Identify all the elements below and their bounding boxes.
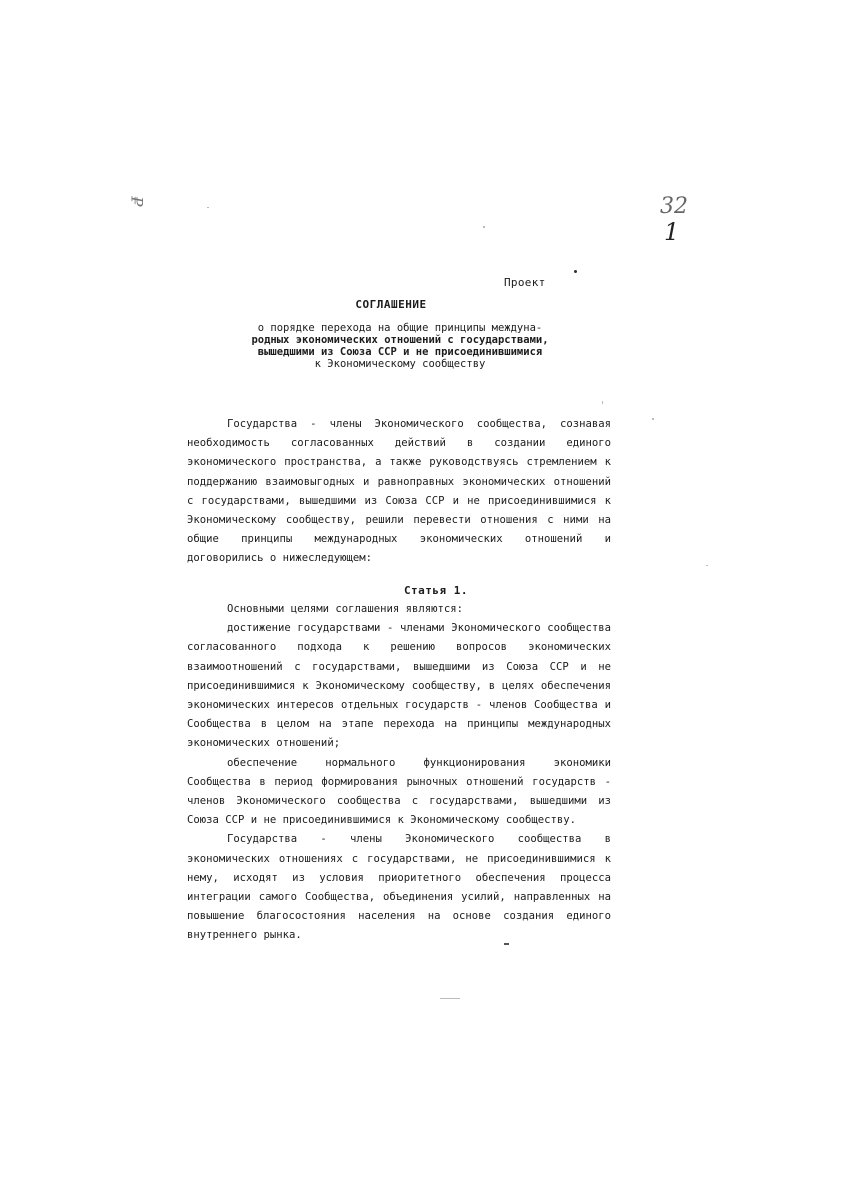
scan-speck (440, 998, 460, 999)
margin-note-page: 1 (664, 218, 680, 246)
scan-speck (652, 418, 654, 420)
article-heading: Статья 1. (403, 584, 469, 597)
scan-speck (483, 226, 485, 228)
article-paragraph: Государства - члены Экономического сообщества в экономических отношениях с государствами, не присоединившимися к нему, исходят из условия приоритетного обеспечения процесса интеграции самого Сообщества, объединения усилий, направленных на повышение благосостояния населения на основе создания единого внутреннего рынка. (187, 833, 611, 942)
document-subtitle (200, 322, 600, 370)
draft-label: Проект (504, 276, 546, 289)
article-paragraph: достижение государствами - членами Экономического сообщества согласованного подхода к решению вопросов экономических взаимоотношений с государствами, вышедшими из Союза ССР и не присоединившимися к Экономическому сообществу, в целях обеспечения экономических интересов отдельных государств - членов Сообщества и Сообщества в целом на этапе перехода на принципы международных экономических отношений; (187, 622, 611, 750)
margin-note-number: 32 (660, 194, 688, 219)
subtitle-line-4: к Экономическому сообществу (314, 358, 486, 370)
article-intro: Основными целями соглашения являются: (227, 603, 463, 615)
subtitle-line-1: о порядке перехода на общие принципы междуна- (257, 322, 543, 334)
preamble-paragraph: Государства - члены Экономического сообщества, сознавая необходимость согласованных действий в создании единого экономического пространства, а также руководствуясь стремлением к поддержанию взаимовыгодных и равноправных экономических отношений с государствами, вышедшими из Союза ССР и не присоединившимися к Экономическому сообществу, решили перевести отношения с ними на общие принципы международных экономических отношений и договорились о нижеследующем: (187, 418, 611, 565)
scan-speck (207, 207, 209, 208)
article-paragraph: обеспечение нормального функционирования экономики Сообщества в период формирования рыночных отношений государств - членов Экономического сообщества с государствами, вышедшими из Союза ССР и не присоединившимися к Экономическому сообществу. (187, 756, 611, 827)
margin-note-left: ₽ (127, 196, 147, 207)
scan-dot (574, 270, 577, 273)
subtitle-line-2: родных экономических отношений с государствами, (251, 334, 549, 346)
article-body (187, 600, 611, 946)
document-title: СОГЛАШЕНИЕ (355, 298, 427, 311)
scan-speck (706, 565, 708, 566)
scan-speck (602, 401, 603, 404)
subtitle-line-3: вышедшими из Союза ССР и не присоединившимися (257, 346, 543, 358)
preamble-block (187, 415, 611, 569)
